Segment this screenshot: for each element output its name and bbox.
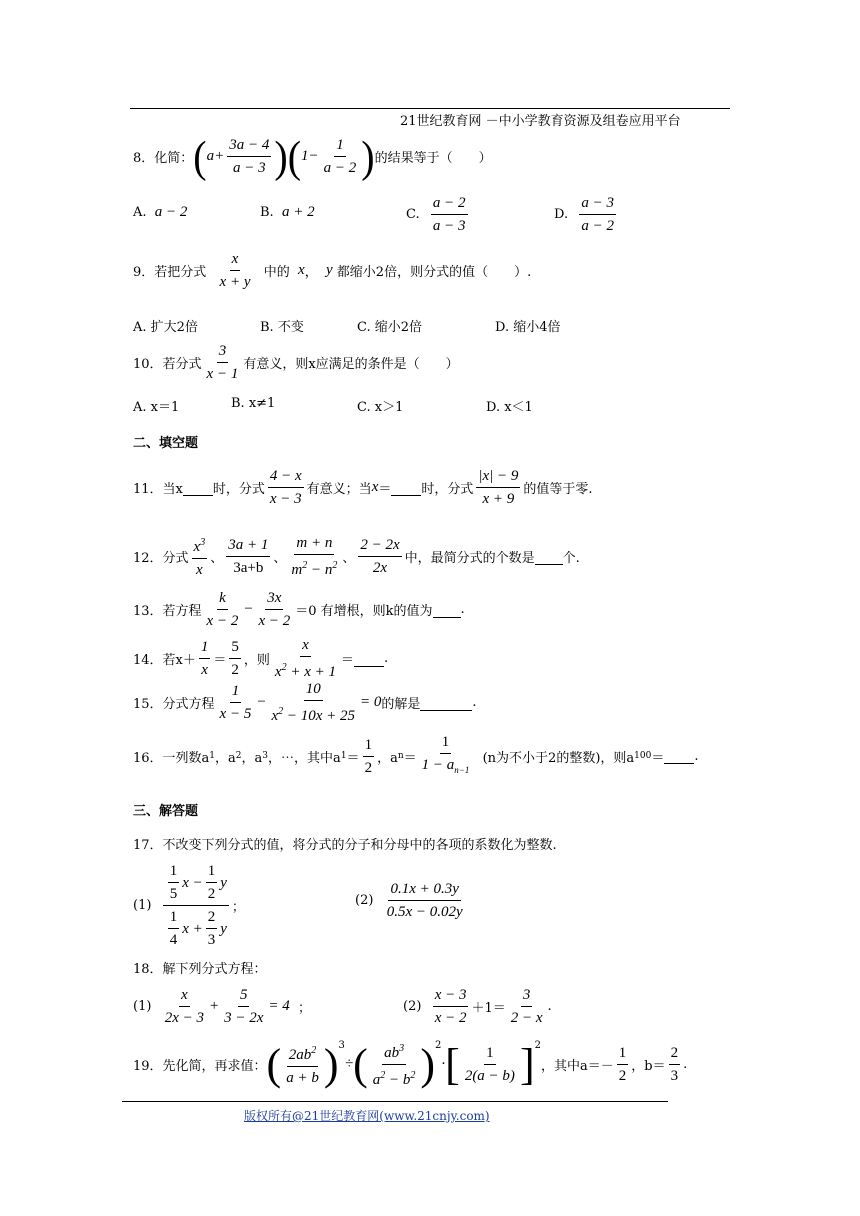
fraction: $\frac{1}{a - 2}$ [323,137,357,176]
question-12: 12．分式 $\frac{x^3}{x}$ 、 $\frac{3a + 1}{3a+b}$ 、 $\frac{m + n}{m^2 - n^2}$ 、 $\frac{2 - 2x}{2x}$ 中，最简分式的个数是 个. [133,535,580,578]
question-10: 10．若分式 $\frac{3}{x - 1}$ 有意义，则x应满足的条件是（ ） [133,343,459,382]
q8-option-d: D. $\frac{a - 3}{a - 2}$ [554,195,614,234]
question-19: 19．先化简，再求值： ( $\frac{2ab^2}{a + b}$ ) 3 ÷ ( $\frac{ab^3}{a^2 - b^2}$ ) 2 · [ $\frac{1}{2(a - b)}$ ] 2 ，其中a＝－ $\frac{1}{2}$ ，b＝ $\frac{2}{3}$ . [133,1039,688,1089]
q8-option-c: C. $\frac{a - 2}{a - 3}$ [406,195,466,234]
question-14: 14．若x＋ $\frac{1}{x}$ ＝ $\frac{5}{2}$ ，则 $\frac{x}{x^2 + x + 1}$ ＝ . [133,637,389,680]
q9-option-d: D. 缩小4倍 [495,320,561,335]
fraction: $\frac{k}{x - 2}$ [206,590,239,629]
header-rule [130,108,730,109]
fraction: $\frac{3}{x - 1}$ [206,343,239,382]
question-16: 16．一列数a 1 ，a 2 ，a 3 ，⋯ ，其中a 1 ＝ $\frac{1}{2}$ ，a n ＝ $\frac{1}{1 - a_{n-1}}$ (n为不小于2的整数)，则a 100 ＝ . [133,733,699,779]
fraction: $\frac{m + n}{m^2 - n^2}$ [291,535,338,578]
fraction: $\frac{4 - x}{x - 3}$ [269,468,302,507]
fraction: $\frac{1}{2(a - b)}$ [464,1045,515,1084]
section-3-title: 三、解答题 [133,804,199,819]
fraction: $\frac{|x| - 9}{x + 9}$ [478,468,519,507]
fraction: $\frac{x}{x^2 + x + 1}$ [274,637,336,680]
question-8: 8．化简： ( a + $\frac{3a - 4}{a - 3}$ ) ( 1− $\frac{1}{a - 2}$ ) 的结果等于（ ） [133,131,492,181]
q8-option-a: A. a − 2 [133,204,188,220]
q10-option-b: B. x≠1 [231,396,276,411]
fraction: $\frac{5}{2}$ [231,639,239,678]
q9-option-a: A. 扩大2倍 [133,320,198,335]
fraction: $\frac{1}{2}$ [618,1045,627,1084]
question-9: 9．若把分式 $\frac{x}{x + y}$ 中的 x ， y 都缩小2倍，则分式的值（ ）. [133,251,532,290]
fraction: $\frac{3}{2 - x}$ [510,987,543,1026]
fraction: $\frac{x}{2x - 3}$ [164,987,204,1026]
complex-fraction: $\frac{1}{5}$ x − $\frac{1}{2}$ y $\frac{1}{4}$ x + $\frac{2}{3}$ y [163,862,229,949]
q9-option-c: C. 缩小2倍 [357,320,423,335]
fraction: $\frac{3a - 4}{a - 3}$ [229,137,270,176]
fraction: $\frac{10}{x^2 - 10x + 25}$ [271,681,356,724]
fraction: $\frac{0.1x + 0.3y}{0.5x - 0.02y}$ [386,881,463,920]
fraction: $\frac{ab^3}{a^2 - b^2}$ [371,1040,418,1089]
q10-option-a: A. x＝1 [133,400,180,415]
fraction: $\frac{3a + 1}{3a+b}$ [228,537,269,576]
fraction: $\frac{1}{x}$ [200,639,209,678]
header-text: 21世纪教育网 －中小学教育资源及组卷应用平台 [400,114,681,129]
fraction: $\frac{2 - 2x}{2x}$ [360,537,400,576]
question-11: 11．当x 时，分式 $\frac{4 - x}{x - 3}$ 有意义；当 x ＝ 时，分式 $\frac{|x| - 9}{x + 9}$ 的值等于零. [133,468,593,507]
footer-rule [122,1101,668,1102]
question-17-part-2: (2) $\frac{0.1x + 0.3y}{0.5x - 0.02y}$ [355,881,463,920]
question-18: 18．解下列分式方程： [133,962,267,977]
question-17: 17．不改变下列分式的值，将分式的分子和分母中的各项的系数化为整数. [133,838,557,853]
question-18-part-2: (2) $\frac{x - 3}{x - 2}$ ＋1＝ $\frac{3}{2 - x}$ . [403,987,552,1026]
fraction: $\frac{1}{1 - a_{n-1}}$ [421,734,470,775]
question-13: 13．若方程 $\frac{k}{x - 2}$ − $\frac{3x}{x - 2}$ ＝0 有增根，则k的值为 . [133,590,465,629]
question-18-part-1: (1) $\frac{x}{2x - 3}$ + $\frac{5}{3 - 2x}$ = 4 ； [133,987,312,1026]
footer-link[interactable]: 版权所有@21世纪教育网(www.21cnjy.com) [244,1109,490,1123]
question-15: 15．分式方程 $\frac{1}{x - 5}$ − $\frac{10}{x^2 - 10x + 25}$ = 0 的解是 . [133,681,477,724]
q10-option-d: D. x＜1 [486,400,533,415]
fraction: $\frac{1}{x - 5}$ [219,683,252,722]
fraction: $\frac{x}{x + y}$ [219,251,251,290]
fraction: $\frac{x - 3}{x - 2}$ [434,987,467,1026]
q9-option-b: B. 不变 [260,320,304,335]
question-8-label: 8．化简： [133,151,194,166]
section-2-title: 二、填空题 [133,436,199,451]
question-17-part-1: (1) $\frac{1}{5}$ x − $\frac{1}{2}$ y $\frac{1}{4}$ x + $\frac{2}{3}$ y ； [133,863,245,948]
fraction: $\frac{5}{3 - 2x}$ [224,987,264,1026]
fraction: $\frac{x^3}{x}$ [192,534,208,579]
q10-option-c: C. x＞1 [357,400,404,415]
fraction: $\frac{2}{3}$ [670,1045,679,1084]
fraction: $\frac{3x}{x - 2}$ [258,590,291,629]
q8-option-b: B. a + 2 [260,204,315,220]
question-8-tail: 的结果等于（ ） [374,151,492,166]
fraction: $\frac{1}{2}$ [364,736,373,776]
fraction: $\frac{2ab^2}{a + b}$ [284,1042,321,1087]
